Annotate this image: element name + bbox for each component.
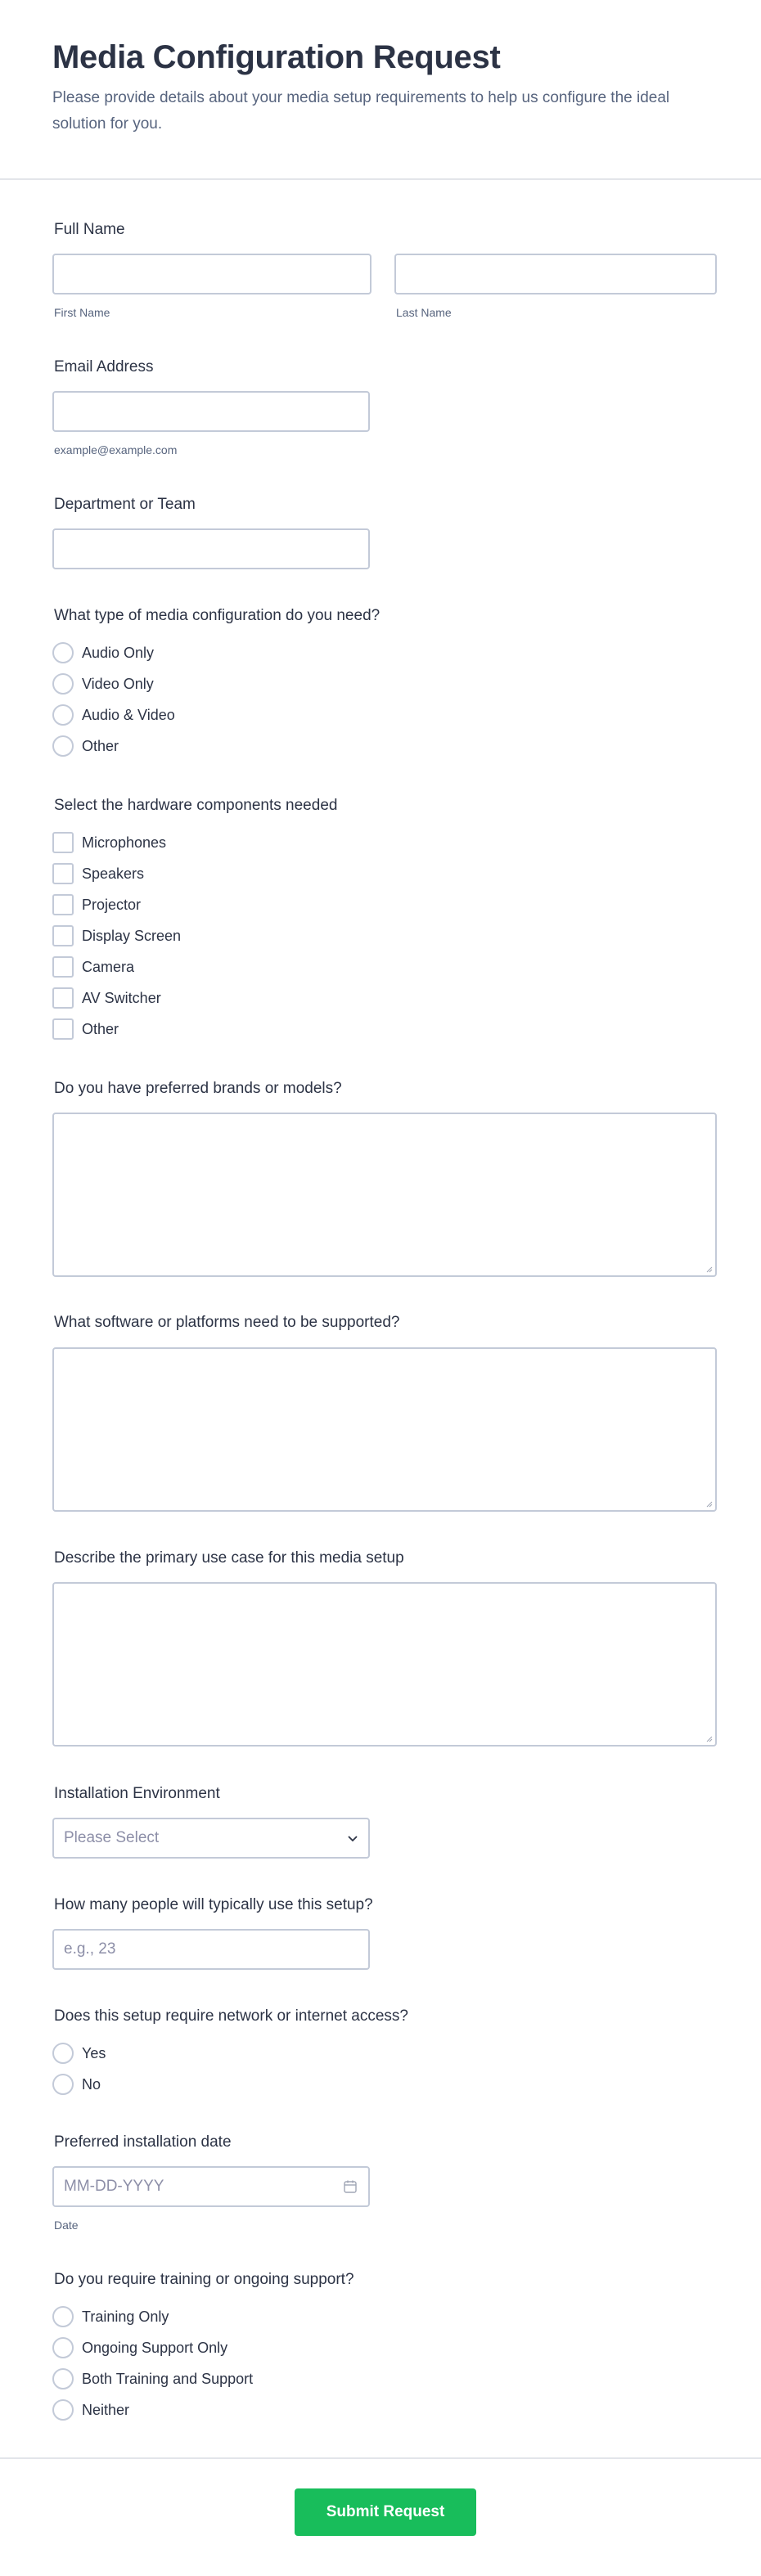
media-type-option[interactable] — [52, 704, 175, 726]
last-name-sublabel: Last Name — [396, 306, 452, 319]
software-label: What software or platforms need to be supported? — [54, 1314, 400, 1331]
software-textarea[interactable] — [52, 1347, 717, 1512]
department-input[interactable] — [52, 528, 370, 569]
select-placeholder: Please Select — [64, 1829, 160, 1846]
option-label: Both Training and Support — [82, 2370, 254, 2387]
input-placeholder: e.g., 23 — [64, 1940, 116, 1958]
support-option[interactable] — [52, 2336, 227, 2359]
option-label: Other — [82, 737, 119, 754]
radio-button[interactable] — [52, 673, 74, 695]
page-subtitle: Please provide details about your media setup requirements to help us configure the ideal solution for you. — [52, 89, 670, 133]
hardware-option[interactable] — [52, 924, 181, 947]
brands-textarea[interactable] — [52, 1113, 717, 1277]
option-label: Microphones — [82, 834, 167, 851]
email-sublabel: example@example.com — [54, 443, 178, 456]
calendar-icon[interactable] — [342, 2178, 358, 2195]
option-label: Projector — [82, 896, 142, 913]
option-label: AV Switcher — [82, 989, 161, 1006]
option-label: Training Only — [82, 2308, 169, 2325]
hardware-option[interactable] — [52, 893, 141, 916]
hardware-label: Select the hardware components needed — [54, 797, 338, 814]
email-input[interactable] — [52, 391, 370, 432]
last-name-input[interactable] — [394, 254, 717, 294]
option-label: Speakers — [82, 865, 145, 882]
environment-select[interactable] — [52, 1818, 370, 1859]
date-sublabel: Date — [54, 2219, 79, 2232]
full-name-label: Full Name — [54, 221, 125, 238]
email-label: Email Address — [54, 358, 154, 375]
radio-button[interactable] — [52, 2337, 74, 2358]
media-type-option[interactable] — [52, 735, 119, 758]
support-option[interactable] — [52, 2398, 129, 2421]
support-label: Do you require training or ongoing support? — [54, 2271, 354, 2288]
use-case-label: Describe the primary use case for this media setup — [54, 1549, 404, 1567]
people-count-label: How many people will typically use this setup? — [54, 1896, 373, 1913]
radio-button[interactable] — [52, 2306, 74, 2327]
hardware-option[interactable] — [52, 831, 166, 854]
chevron-down-icon — [347, 1832, 358, 1844]
form-header — [0, 0, 761, 180]
checkbox[interactable] — [52, 956, 74, 978]
support-option[interactable] — [52, 2305, 169, 2328]
checkbox[interactable] — [52, 1018, 74, 1040]
checkbox[interactable] — [52, 863, 74, 884]
hardware-option[interactable] — [52, 955, 134, 978]
first-name-sublabel: First Name — [54, 306, 110, 319]
hardware-option[interactable] — [52, 862, 144, 885]
option-label: Camera — [82, 958, 135, 975]
radio-button[interactable] — [52, 2043, 74, 2064]
media-type-option[interactable] — [52, 672, 154, 695]
option-label: Neither — [82, 2401, 130, 2418]
option-label: No — [82, 2075, 101, 2093]
radio-button[interactable] — [52, 735, 74, 757]
option-label: Yes — [82, 2044, 106, 2061]
media-type-option[interactable] — [52, 641, 154, 664]
hardware-option[interactable] — [52, 987, 161, 1009]
option-label: Video Only — [82, 675, 154, 692]
environment-label: Installation Environment — [54, 1785, 220, 1802]
submit-button[interactable]: Submit Request — [295, 2488, 476, 2536]
people-count-input[interactable] — [52, 1929, 370, 1970]
checkbox[interactable] — [52, 832, 74, 853]
footer-divider — [0, 2457, 761, 2459]
radio-button[interactable] — [52, 2368, 74, 2389]
media-type-label: What type of media configuration do you need? — [54, 607, 380, 624]
brands-label: Do you have preferred brands or models? — [54, 1080, 342, 1097]
use-case-textarea[interactable] — [52, 1582, 717, 1747]
option-label: Audio & Video — [82, 706, 175, 723]
checkbox[interactable] — [52, 894, 74, 915]
network-option[interactable] — [52, 2073, 101, 2096]
option-label: Other — [82, 1020, 119, 1037]
input-placeholder: MM-DD-YYYY — [64, 2178, 164, 2195]
radio-button[interactable] — [52, 2399, 74, 2421]
radio-button[interactable] — [52, 642, 74, 663]
support-option[interactable] — [52, 2367, 253, 2390]
option-label: Ongoing Support Only — [82, 2339, 228, 2356]
checkbox[interactable] — [52, 925, 74, 946]
hardware-option[interactable] — [52, 1018, 119, 1041]
checkbox[interactable] — [52, 987, 74, 1009]
page-title: Media Configuration Request — [52, 39, 501, 75]
option-label: Audio Only — [82, 644, 155, 661]
resize-handle-icon[interactable] — [705, 1734, 713, 1742]
resize-handle-icon[interactable] — [705, 1265, 713, 1273]
resize-handle-icon[interactable] — [705, 1499, 713, 1508]
department-label: Department or Team — [54, 496, 196, 513]
first-name-input[interactable] — [52, 254, 371, 294]
install-date-input[interactable] — [52, 2166, 370, 2207]
option-label: Display Screen — [82, 927, 182, 944]
network-option[interactable] — [52, 2042, 106, 2065]
radio-button[interactable] — [52, 704, 74, 726]
network-label: Does this setup require network or internet access? — [54, 2007, 408, 2025]
radio-button[interactable] — [52, 2074, 74, 2095]
install-date-label: Preferred installation date — [54, 2133, 232, 2151]
